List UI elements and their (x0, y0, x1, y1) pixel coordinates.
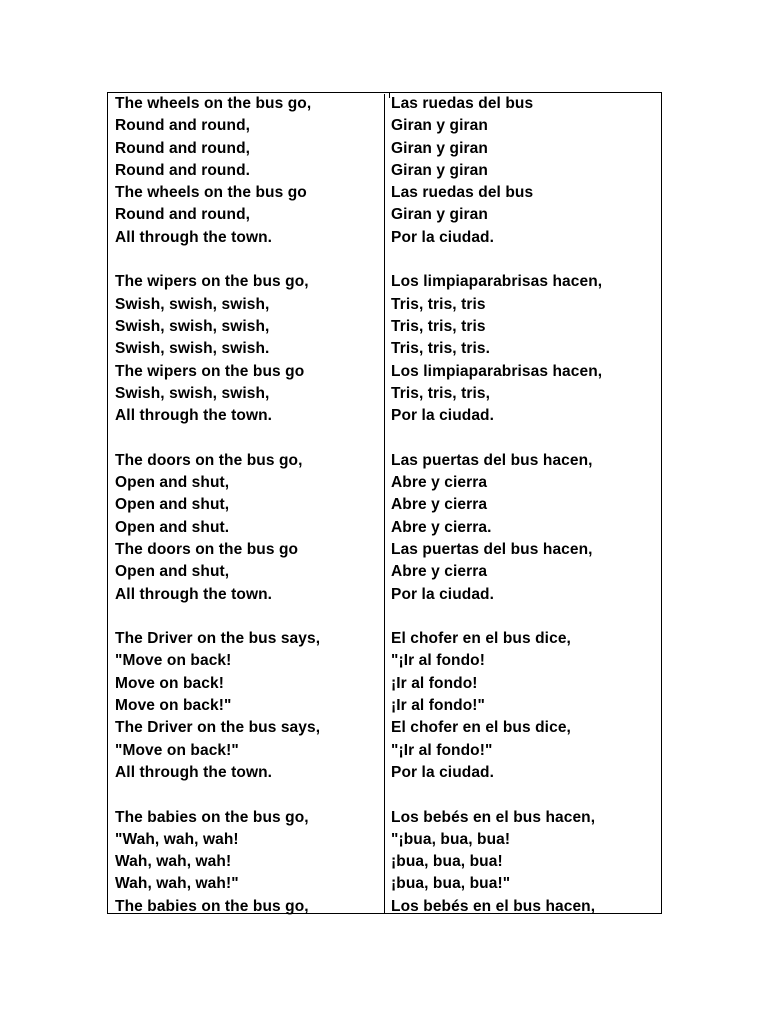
english-lyric-line: Round and round, (115, 139, 251, 157)
spanish-verse-gap (391, 427, 602, 449)
english-lyric-line: All through the town. (115, 407, 273, 425)
english-lyric-line: The Driver on the bus says, (115, 630, 321, 648)
spanish-lyric-line: Las ruedas del bus (391, 184, 534, 202)
spanish-lyric-line: Las puertas del bus hacen, (391, 540, 593, 558)
spanish-lyric-line: Por la ciudad. (391, 585, 495, 603)
spanish-lyric-line: Tris, tris, tris, (391, 384, 491, 402)
spanish-lyric-line: ¡Ir al fondo! (391, 674, 478, 692)
english-lyric-line: The wipers on the bus go (115, 362, 305, 380)
english-lyric-line: "Wah, wah, wah! (115, 830, 239, 848)
spanish-lyric-line: El chofer en el bus dice, (391, 719, 571, 737)
spanish-lyric-line: Los limpiaparabrisas hacen, (391, 362, 603, 380)
english-lyric-line: Wah, wah, wah! (115, 853, 232, 871)
spanish-lyric-line: Tris, tris, tris. (391, 340, 491, 358)
english-lyric-line: Swish, swish, swish. (115, 340, 270, 358)
english-lyrics-column (115, 93, 320, 918)
spanish-lyric-line: "¡bua, bua, bua! (391, 830, 511, 848)
spanish-verse-gap (391, 784, 602, 806)
spanish-lyric-line: Giran y giran (391, 161, 488, 179)
spanish-lyric-line: El chofer en el bus dice, (391, 630, 571, 648)
english-lyric-line: The wheels on the bus go (115, 184, 307, 202)
english-lyric-line: The wipers on the bus go, (115, 273, 309, 291)
spanish-lyric-line: Giran y giran (391, 117, 488, 135)
column-divider (384, 94, 385, 914)
english-lyric-line: All through the town. (115, 228, 273, 246)
english-lyric-line: Round and round, (115, 206, 251, 224)
english-lyric-line: The wheels on the bus go, (115, 95, 312, 112)
spanish-lyric-line: Los limpiaparabrisas hacen, (391, 273, 603, 291)
english-lyric-line: Swish, swish, swish, (115, 384, 270, 402)
english-lyric-line: Open and shut. (115, 518, 230, 536)
english-verse-gap (115, 784, 320, 806)
spanish-lyric-line: Abre y cierra (391, 474, 488, 492)
english-lyric-line: Move on back! (115, 674, 224, 692)
english-lyric-line: "Move on back! (115, 652, 232, 670)
spanish-lyric-line: ¡Ir al fondo!" (391, 697, 485, 715)
english-lyric-line: Swish, swish, swish, (115, 317, 270, 335)
column-divider-stub (389, 92, 390, 98)
spanish-lyric-line: ¡bua, bua, bua! (391, 853, 503, 871)
english-lyric-line: All through the town. (115, 585, 273, 603)
english-verse-gap (115, 249, 320, 271)
spanish-verse-gap (391, 249, 602, 271)
spanish-verse-gap (391, 606, 602, 628)
spanish-lyric-line: "¡Ir al fondo!" (391, 741, 493, 759)
spanish-lyric-line: Por la ciudad. (391, 407, 495, 425)
english-lyric-line: Open and shut, (115, 496, 230, 514)
spanish-lyric-line: Tris, tris, tris (391, 295, 486, 313)
english-lyric-line: The babies on the bus go, (115, 897, 309, 915)
english-lyric-line: Round and round, (115, 117, 251, 135)
english-lyric-line: Move on back!" (115, 697, 232, 715)
english-lyric-line: The babies on the bus go, (115, 808, 309, 826)
english-lyric-line: All through the town. (115, 763, 273, 781)
english-lyric-line: Open and shut, (115, 474, 230, 492)
spanish-lyric-line: ¡bua, bua, bua!" (391, 875, 511, 893)
english-lyric-line: The doors on the bus go, (115, 451, 303, 469)
english-lyric-line: Open and shut, (115, 563, 230, 581)
english-lyric-line: Round and round. (115, 161, 251, 179)
spanish-lyric-line: "¡Ir al fondo! (391, 652, 485, 670)
english-lyric-line: Swish, swish, swish, (115, 295, 270, 313)
spanish-lyric-line: Tris, tris, tris (391, 317, 486, 335)
english-verse-gap (115, 606, 320, 628)
spanish-lyric-line: Los bebés en el bus hacen, (391, 808, 596, 826)
spanish-lyric-line: Por la ciudad. (391, 228, 495, 246)
spanish-lyric-line: Los bebés en el bus hacen, (391, 897, 596, 915)
spanish-lyric-line: Las ruedas del bus (391, 95, 534, 112)
spanish-lyric-line: Abre y cierra. (391, 518, 492, 536)
spanish-lyric-line: Giran y giran (391, 206, 488, 224)
english-lyric-line: Wah, wah, wah!" (115, 875, 239, 893)
table-right-border (661, 92, 662, 914)
spanish-lyrics-column (391, 93, 602, 918)
english-lyric-line: The Driver on the bus says, (115, 719, 321, 737)
english-lyric-line: The doors on the bus go (115, 540, 299, 558)
spanish-lyric-line: Por la ciudad. (391, 763, 495, 781)
spanish-lyric-line: Las puertas del bus hacen, (391, 451, 593, 469)
spanish-lyric-line: Abre y cierra (391, 496, 488, 514)
english-verse-gap (115, 427, 320, 449)
english-lyric-line: "Move on back!" (115, 741, 239, 759)
spanish-lyric-line: Giran y giran (391, 139, 488, 157)
spanish-lyric-line: Abre y cierra (391, 563, 488, 581)
